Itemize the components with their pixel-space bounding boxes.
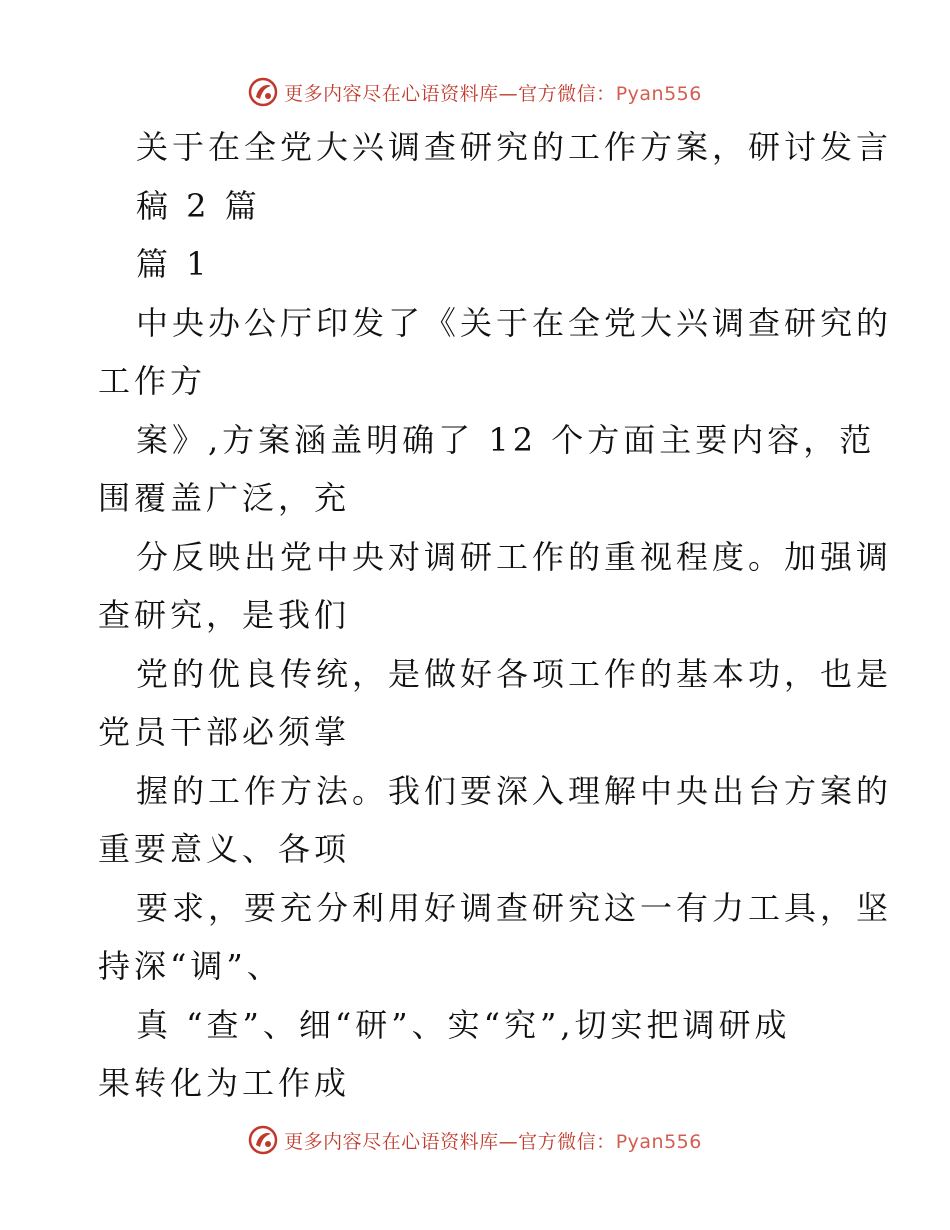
paragraph-line: 分反映出党中央对调研工作的重视程度。加强调 <box>136 537 893 576</box>
paragraph-line: 工作方 <box>98 362 207 400</box>
paragraph-line: 果转化为工作成 <box>98 1064 351 1102</box>
paragraph-line: 要求，要充分利用好调查研究这一有力工具，坚 <box>136 888 893 927</box>
paragraph-line: 中央办公厅印发了《关于在全党大兴调查研究的 <box>136 303 893 342</box>
paragraph-line: 真 “查”、细“研”、实“究”,切实把调研成 <box>136 1005 791 1044</box>
paragraph-line: 重要意义、各项 <box>98 830 351 868</box>
red-swirl-logo-icon <box>248 1125 278 1155</box>
document-title-line-2: 稿 2 篇 <box>136 186 261 225</box>
paragraph-line: 案》,方案涵盖明确了 12 个方面主要内容，范 <box>136 420 876 459</box>
paragraph-line: 查研究，是我们 <box>98 596 351 634</box>
paragraph-line: 党的优良传统，是做好各项工作的基本功，也是 <box>136 654 893 693</box>
paragraph-line: 握的工作方法。我们要深入理解中央出台方案的 <box>136 771 893 810</box>
footer-banner <box>0 1120 950 1160</box>
paragraph-line: 持深“调”、 <box>98 947 283 985</box>
section-heading: 篇 1 <box>136 245 211 283</box>
paragraph-line: 党员干部必须掌 <box>98 713 351 751</box>
footer-banner-text: 更多内容尽在心语资料库—官方微信：Pyan556 <box>284 1130 702 1153</box>
document-body <box>98 118 893 1113</box>
red-swirl-logo-icon <box>248 77 278 107</box>
document-title-line-1: 关于在全党大兴调查研究的工作方案，研讨发言 <box>136 128 893 166</box>
header-banner <box>0 72 950 112</box>
header-banner-text: 更多内容尽在心语资料库—官方微信：Pyan556 <box>284 82 702 105</box>
paragraph-line: 围覆盖广泛，充 <box>98 479 351 517</box>
